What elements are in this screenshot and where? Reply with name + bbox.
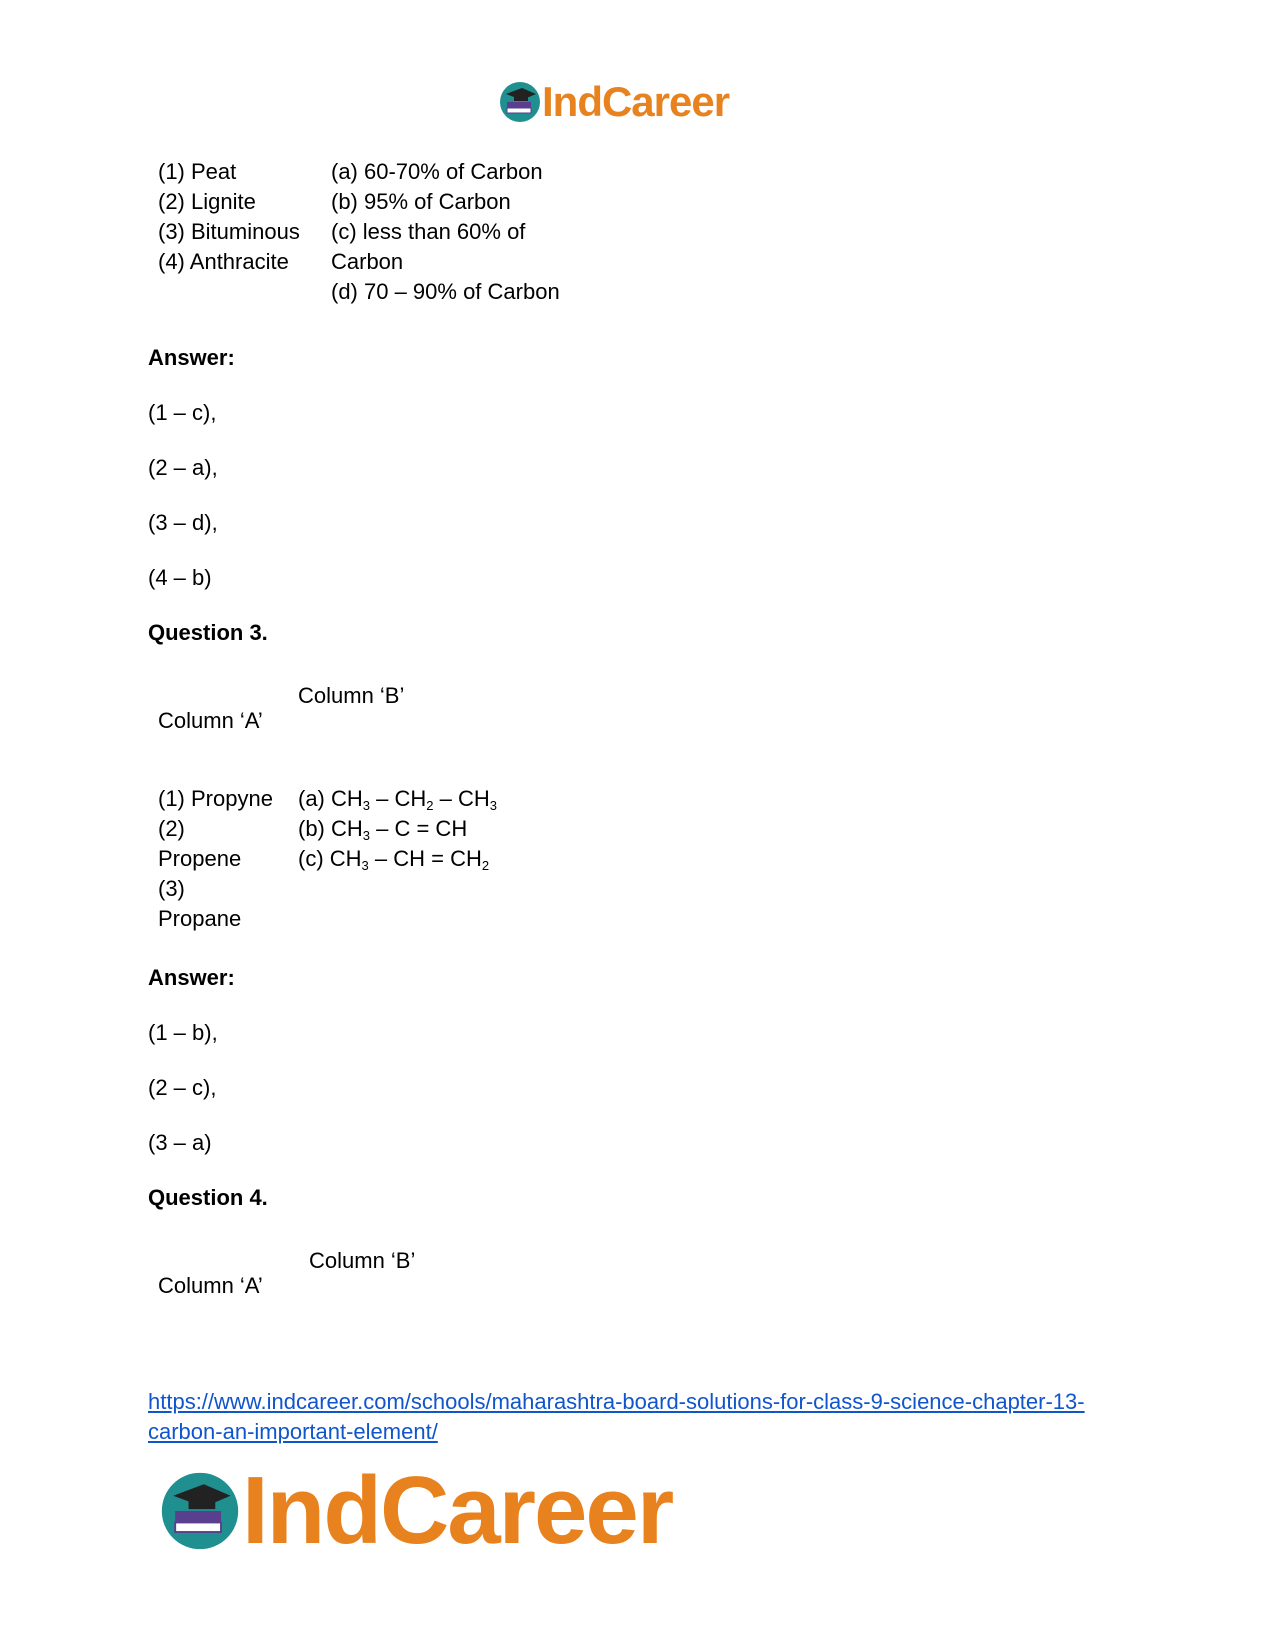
subscript: 3 [362, 798, 371, 813]
list-item: (3) Bituminous [158, 219, 300, 244]
answer-item: (1 – c), [148, 400, 217, 425]
source-link[interactable] [148, 1387, 1085, 1447]
answer-item: (2 – c), [148, 1075, 217, 1100]
formula-label: (a) [298, 786, 331, 811]
list-item: (1) Propyne [158, 786, 273, 811]
list-item: Carbon [331, 249, 404, 274]
formula-text: – C = CH [370, 816, 468, 841]
footer-logo [158, 1456, 672, 1566]
formula-text: CH [329, 846, 362, 871]
answer-label: Answer: [148, 345, 235, 370]
subscript: 3 [361, 858, 369, 873]
column-a-header: Column ‘A’ [158, 708, 263, 733]
graduation-cap-books-icon [158, 1469, 242, 1553]
subscript: 3 [362, 828, 371, 843]
subscript: 2 [481, 858, 490, 873]
list-item: (2) [158, 816, 185, 841]
formula-text: – CH [433, 786, 490, 811]
formula-label: (c) [298, 846, 330, 871]
formula-text: CH [331, 786, 363, 811]
list-item: (a) 60-70% of Carbon [331, 159, 543, 184]
list-item: (c) less than 60% of [331, 219, 526, 244]
list-item: (b) 95% of Carbon [331, 189, 511, 214]
brand-name: IndCareer [242, 1457, 673, 1564]
formula-text: – CH = CH [368, 846, 482, 871]
subscript: 2 [426, 798, 434, 813]
answer-item: (1 – b), [148, 1020, 218, 1045]
answer-item: (4 – b) [148, 565, 212, 590]
list-item: (3) [158, 876, 185, 901]
column-b-header: Column ‘B’ [309, 1248, 416, 1273]
formula-item [298, 844, 497, 874]
graduation-cap-books-icon [498, 80, 542, 124]
formula-text: CH [331, 816, 363, 841]
list-item: (1) Peat [158, 159, 237, 184]
formula-text: – CH [370, 786, 427, 811]
list-item: (4) Anthracite [158, 249, 289, 274]
list-item: Propene [158, 846, 242, 871]
formula-item [298, 814, 497, 844]
list-item: Propane [158, 906, 242, 931]
formula-item [298, 784, 497, 814]
answer-item: (3 – a) [148, 1130, 212, 1155]
list-item: (2) Lignite [158, 189, 256, 214]
question-title: Question 3. [148, 620, 268, 645]
subscript: 3 [489, 798, 497, 813]
header-logo [498, 78, 729, 126]
question-title: Question 4. [148, 1185, 268, 1210]
answer-item: (2 – a), [148, 455, 218, 480]
q2-column-a [158, 157, 300, 277]
brand-name: IndCareer [542, 78, 730, 125]
column-b-header: Column ‘B’ [298, 683, 405, 708]
link-line: https://www.indcareer.com/schools/maharashtra-board-solutions-for-class-9-science-chapter-13- [148, 1389, 1085, 1414]
list-item: (d) 70 – 90% of Carbon [331, 279, 560, 304]
answer-label: Answer: [148, 965, 235, 990]
q3-column-a [158, 784, 273, 934]
q3-column-b [298, 784, 497, 874]
link-line: carbon-an-important-element/ [148, 1419, 438, 1444]
answer-item: (3 – d), [148, 510, 218, 535]
column-a-header: Column ‘A’ [158, 1273, 263, 1298]
q2-column-b [331, 157, 560, 307]
formula-label: (b) [298, 816, 331, 841]
